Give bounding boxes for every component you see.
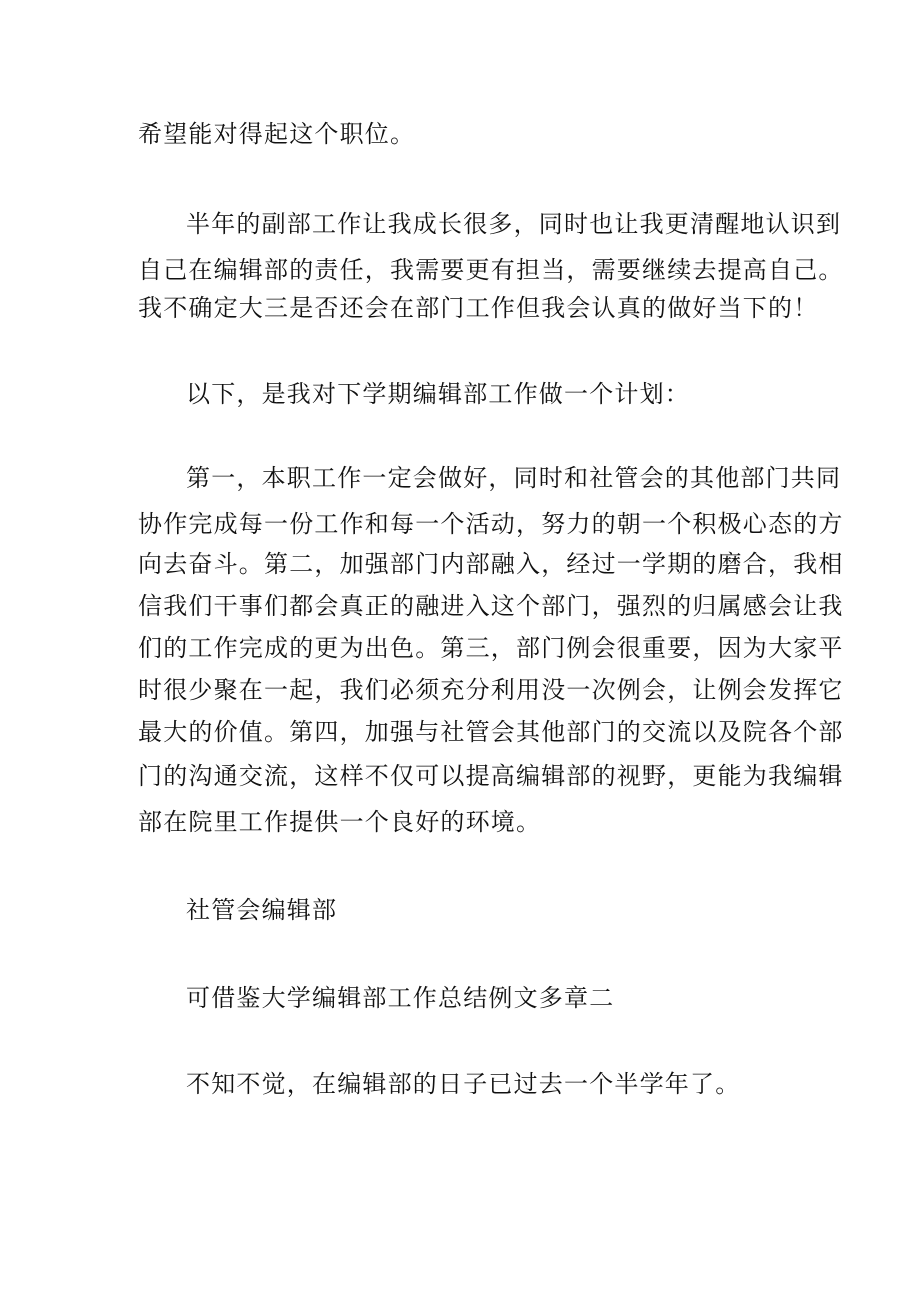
paragraph-line: 半年的副部工作让我成长很多，同时也让我更清醒地认识到 [186, 210, 842, 238]
paragraph-line: 第一，本职工作一定会做好，同时和社管会的其他部门共同 [186, 464, 842, 492]
paragraph-line: 向去奋斗。第二，加强部门内部融入，经过一学期的磨合，我相 [138, 550, 844, 578]
paragraph-line: 不知不觉，在编辑部的日子已过去一个半学年了。 [186, 1070, 741, 1098]
paragraph-line: 协作完成每一份工作和每一个活动，努力的朝一个积极心态的方 [138, 510, 844, 538]
paragraph-line: 部在院里工作提供一个良好的环境。 [138, 808, 542, 836]
paragraph-line: 时很少聚在一起，我们必须充分利用没一次例会，让例会发挥它 [138, 676, 844, 704]
paragraph-line: 以下，是我对下学期编辑部工作做一个计划： [186, 380, 690, 408]
paragraph-line: 我不确定大三是否还会在部门工作但我会认真的做好当下的！ [138, 294, 819, 322]
section-heading: 可借鉴大学编辑部工作总结例文多章二 [186, 984, 615, 1012]
paragraph-line: 信我们干事们都会真正的融进入这个部门，强烈的归属感会让我 [138, 592, 844, 620]
paragraph-line: 门的沟通交流，这样不仅可以提高编辑部的视野，更能为我编辑 [138, 762, 844, 790]
paragraph-line: 们的工作完成的更为出色。第三，部门例会很重要，因为大家平 [138, 634, 844, 662]
paragraph-line: 自己在编辑部的责任，我需要更有担当，需要继续去提高自己。 [138, 256, 844, 284]
paragraph-line: 最大的价值。第四，加强与社管会其他部门的交流以及院各个部 [138, 718, 844, 746]
paragraph-line: 希望能对得起这个职位。 [138, 120, 416, 148]
signature: 社管会编辑部 [186, 896, 338, 924]
